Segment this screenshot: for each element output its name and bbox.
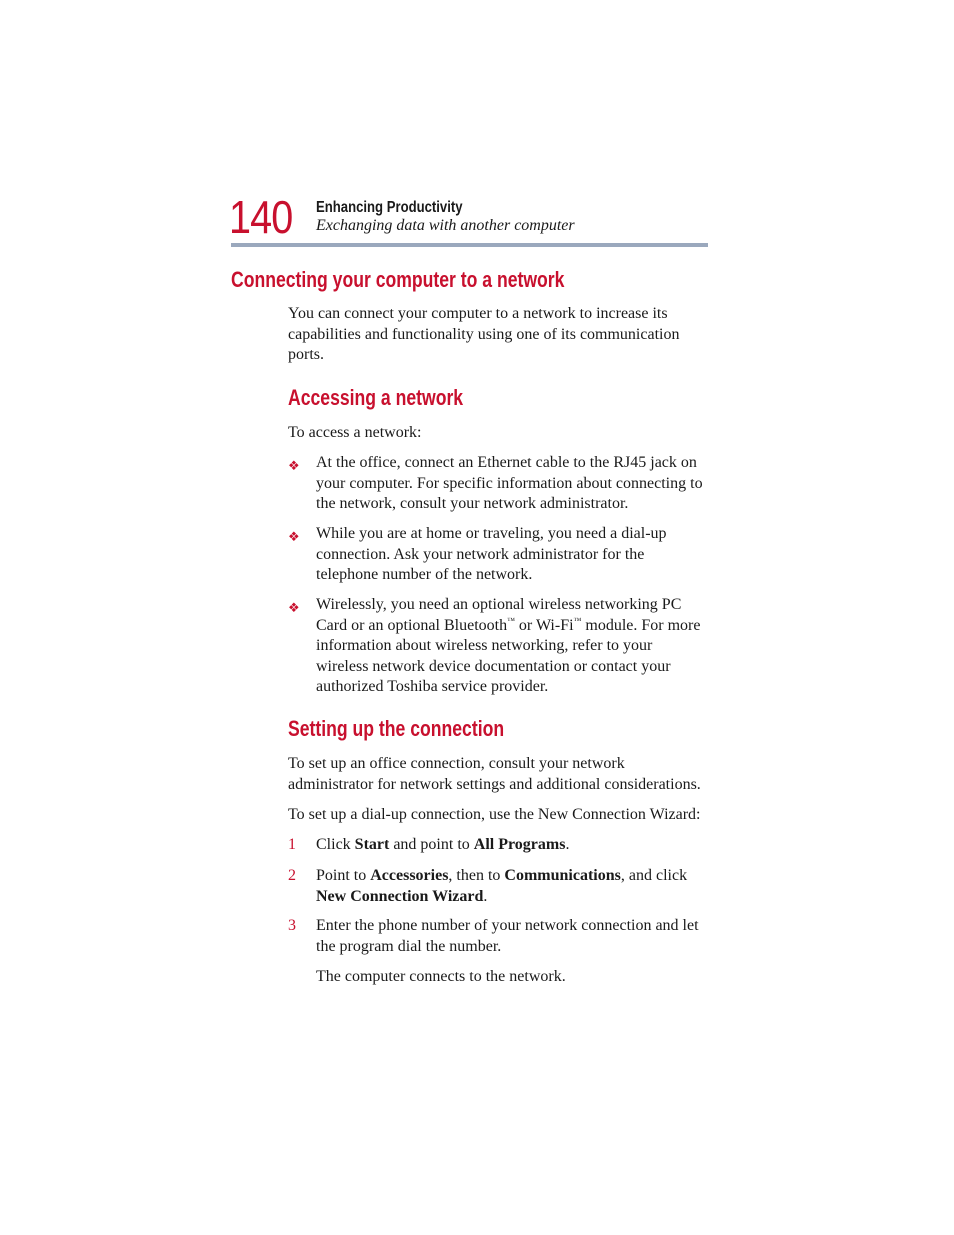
- page-number: 140: [229, 191, 293, 243]
- step-text: [316, 835, 708, 856]
- step-number: 2: [288, 867, 296, 884]
- step-number: 3: [288, 917, 296, 934]
- step-text-part: Click: [316, 836, 355, 853]
- bullet-text: [316, 595, 708, 698]
- ui-term: New Connection Wizard: [316, 887, 484, 905]
- setup-paragraph: To set up a dial-up connection, use the New Connection Wizard:: [288, 806, 701, 823]
- step-text-part: .: [565, 836, 570, 853]
- intro-paragraph: You can connect your computer to a network to increase its capabilities and functionality using one of its communication ports.: [288, 305, 680, 363]
- setup-heading: Setting up the connection: [288, 716, 505, 741]
- step-text-part: , and click: [620, 867, 688, 884]
- header-rule: [231, 243, 708, 247]
- trademark-symbol: ™: [573, 615, 582, 625]
- bullet-text: While you are at home or traveling, you need a dial-up connection. Ask your network administrator for the telephone number of the network.: [316, 525, 667, 583]
- step-number: 1: [288, 836, 296, 853]
- bullet-marker-icon: ❖: [288, 529, 300, 544]
- trademark-symbol: ™: [507, 615, 515, 625]
- setup-paragraph: To set up an office connection, consult your network administrator for network settings and additional considerations.: [288, 755, 701, 793]
- accessing-lead: To access a network:: [288, 424, 422, 441]
- section-subtitle: Exchanging data with another computer: [316, 217, 575, 234]
- step-text: Enter the phone number of your network connection and let the program dial the number.: [316, 917, 699, 955]
- step-text-part: and point to: [389, 836, 474, 853]
- accessing-heading: Accessing a network: [288, 385, 464, 410]
- section-heading: Connecting your computer to a network: [231, 267, 565, 292]
- ui-term: All Programs: [473, 836, 566, 853]
- step-text-part: .: [483, 887, 488, 905]
- bullet-text-part: Wirelessly, you need an optional wireless networking PC Card or an optional Bluetooth: [316, 596, 682, 634]
- bullet-text-part: or Wi-Fi: [514, 616, 574, 634]
- ui-term: Accessories: [370, 867, 449, 884]
- step-text: [316, 866, 708, 907]
- bullet-text: At the office, connect an Ethernet cable to the RJ45 jack on your computer. For specific information about connecting to the network, consult your network administrator.: [316, 454, 703, 512]
- bullet-marker-icon: ❖: [288, 600, 300, 615]
- result-text: The computer connects to the network.: [316, 968, 566, 985]
- ui-term: Start: [354, 836, 390, 853]
- chapter-title: Enhancing Productivity: [316, 199, 463, 216]
- bullet-text-part: module. For more information about wireless networking, refer to your wireless network device documentation or contact your authorized Toshiba service provider.: [316, 616, 701, 695]
- step-text-part: Point to: [316, 867, 371, 884]
- ui-term: Communications: [504, 867, 621, 884]
- step-text-part: , then to: [448, 867, 505, 884]
- bullet-marker-icon: ❖: [288, 458, 300, 473]
